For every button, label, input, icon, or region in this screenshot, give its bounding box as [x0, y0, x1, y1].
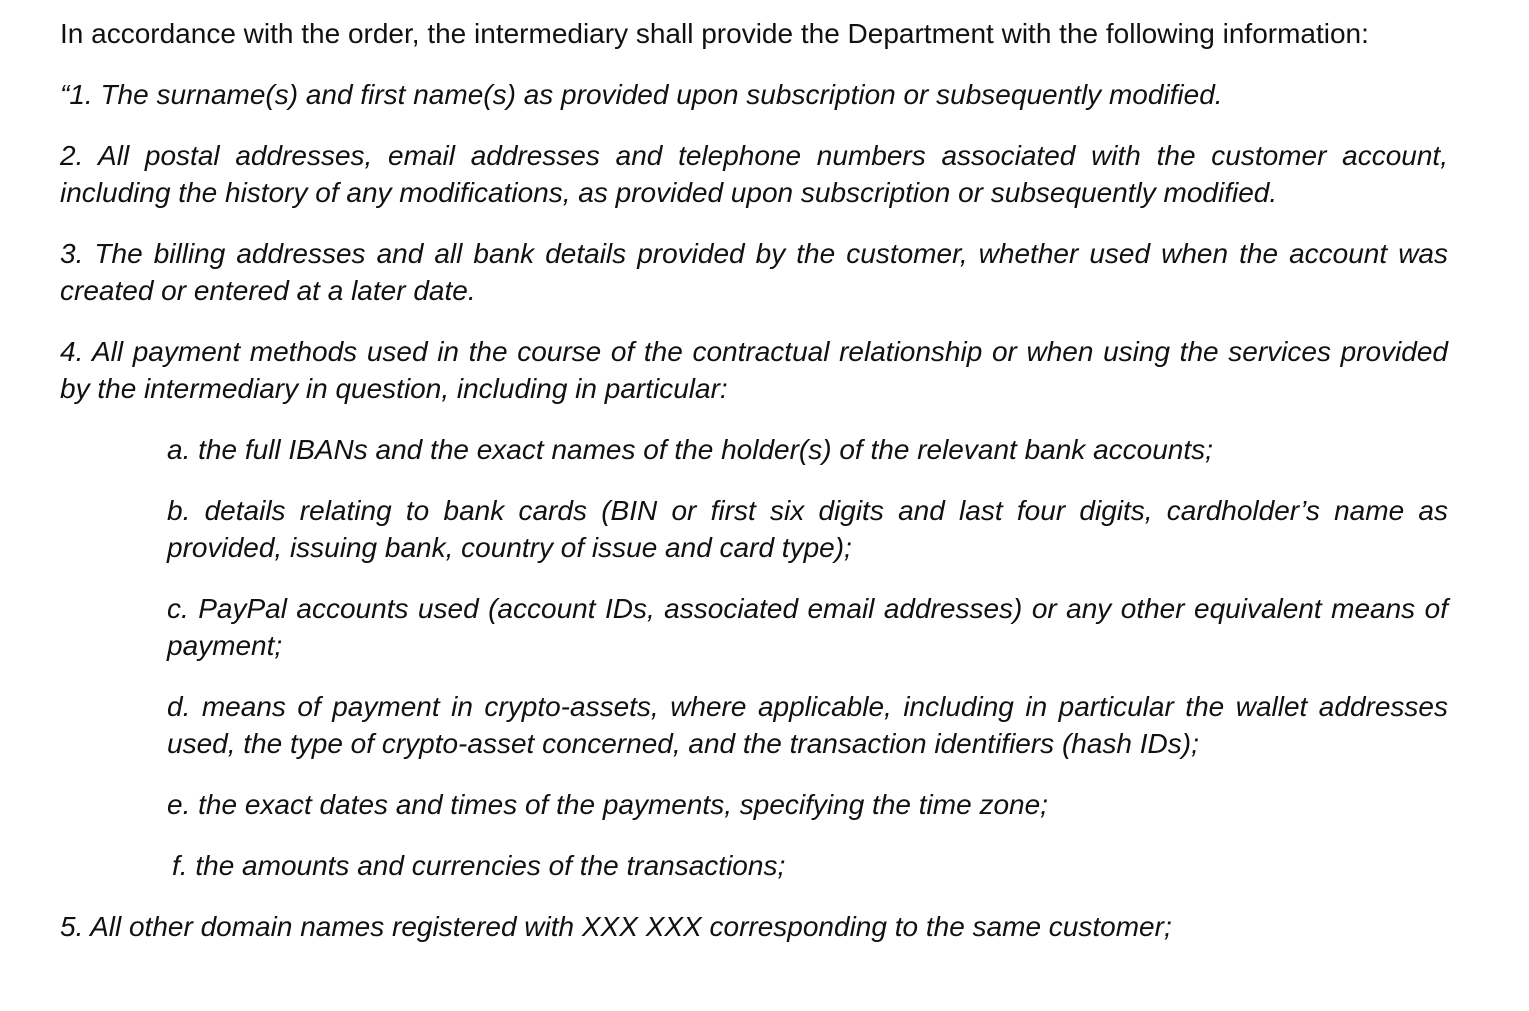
sub-item-f: f. the amounts and currencies of the transactions; [172, 850, 786, 881]
list-item-3: 3. The billing addresses and all bank details provided by the customer, whether used when the account was created or entered at a later date. [60, 238, 1448, 306]
payment-methods-sublist [60, 431, 1448, 884]
document-body [60, 15, 1448, 969]
sub-item-e: e. the exact dates and times of the payments, specifying the time zone; [167, 789, 1048, 820]
list-item-1: “1. The surname(s) and first name(s) as provided upon subscription or subsequently modified. [60, 79, 1223, 110]
list-item-4: 4. All payment methods used in the course of the contractual relationship or when using the services provided by the intermediary in question, including in particular: [60, 336, 1448, 404]
list-item-5: 5. All other domain names registered with XXX XXX corresponding to the same customer; [60, 911, 1172, 942]
sub-item-d: d. means of payment in crypto-assets, where applicable, including in particular the wallet addresses used, the type of crypto-asset concerned, and the transaction identifiers (hash IDs); [167, 691, 1448, 759]
sub-item-a: a. the full IBANs and the exact names of the holder(s) of the relevant bank accounts; [167, 434, 1213, 465]
sub-item-c: c. PayPal accounts used (account IDs, associated email addresses) or any other equivalent means of payment; [167, 593, 1448, 661]
sub-item-b: b. details relating to bank cards (BIN or first six digits and last four digits, cardholder’s name as provided, issuing bank, country of issue and card type); [167, 495, 1448, 563]
intro-paragraph: In accordance with the order, the intermediary shall provide the Department with the following information: [60, 18, 1369, 49]
list-item-2: 2. All postal addresses, email addresses and telephone numbers associated with the customer account, including the history of any modifications, as provided upon subscription or subsequently modified. [60, 140, 1448, 208]
